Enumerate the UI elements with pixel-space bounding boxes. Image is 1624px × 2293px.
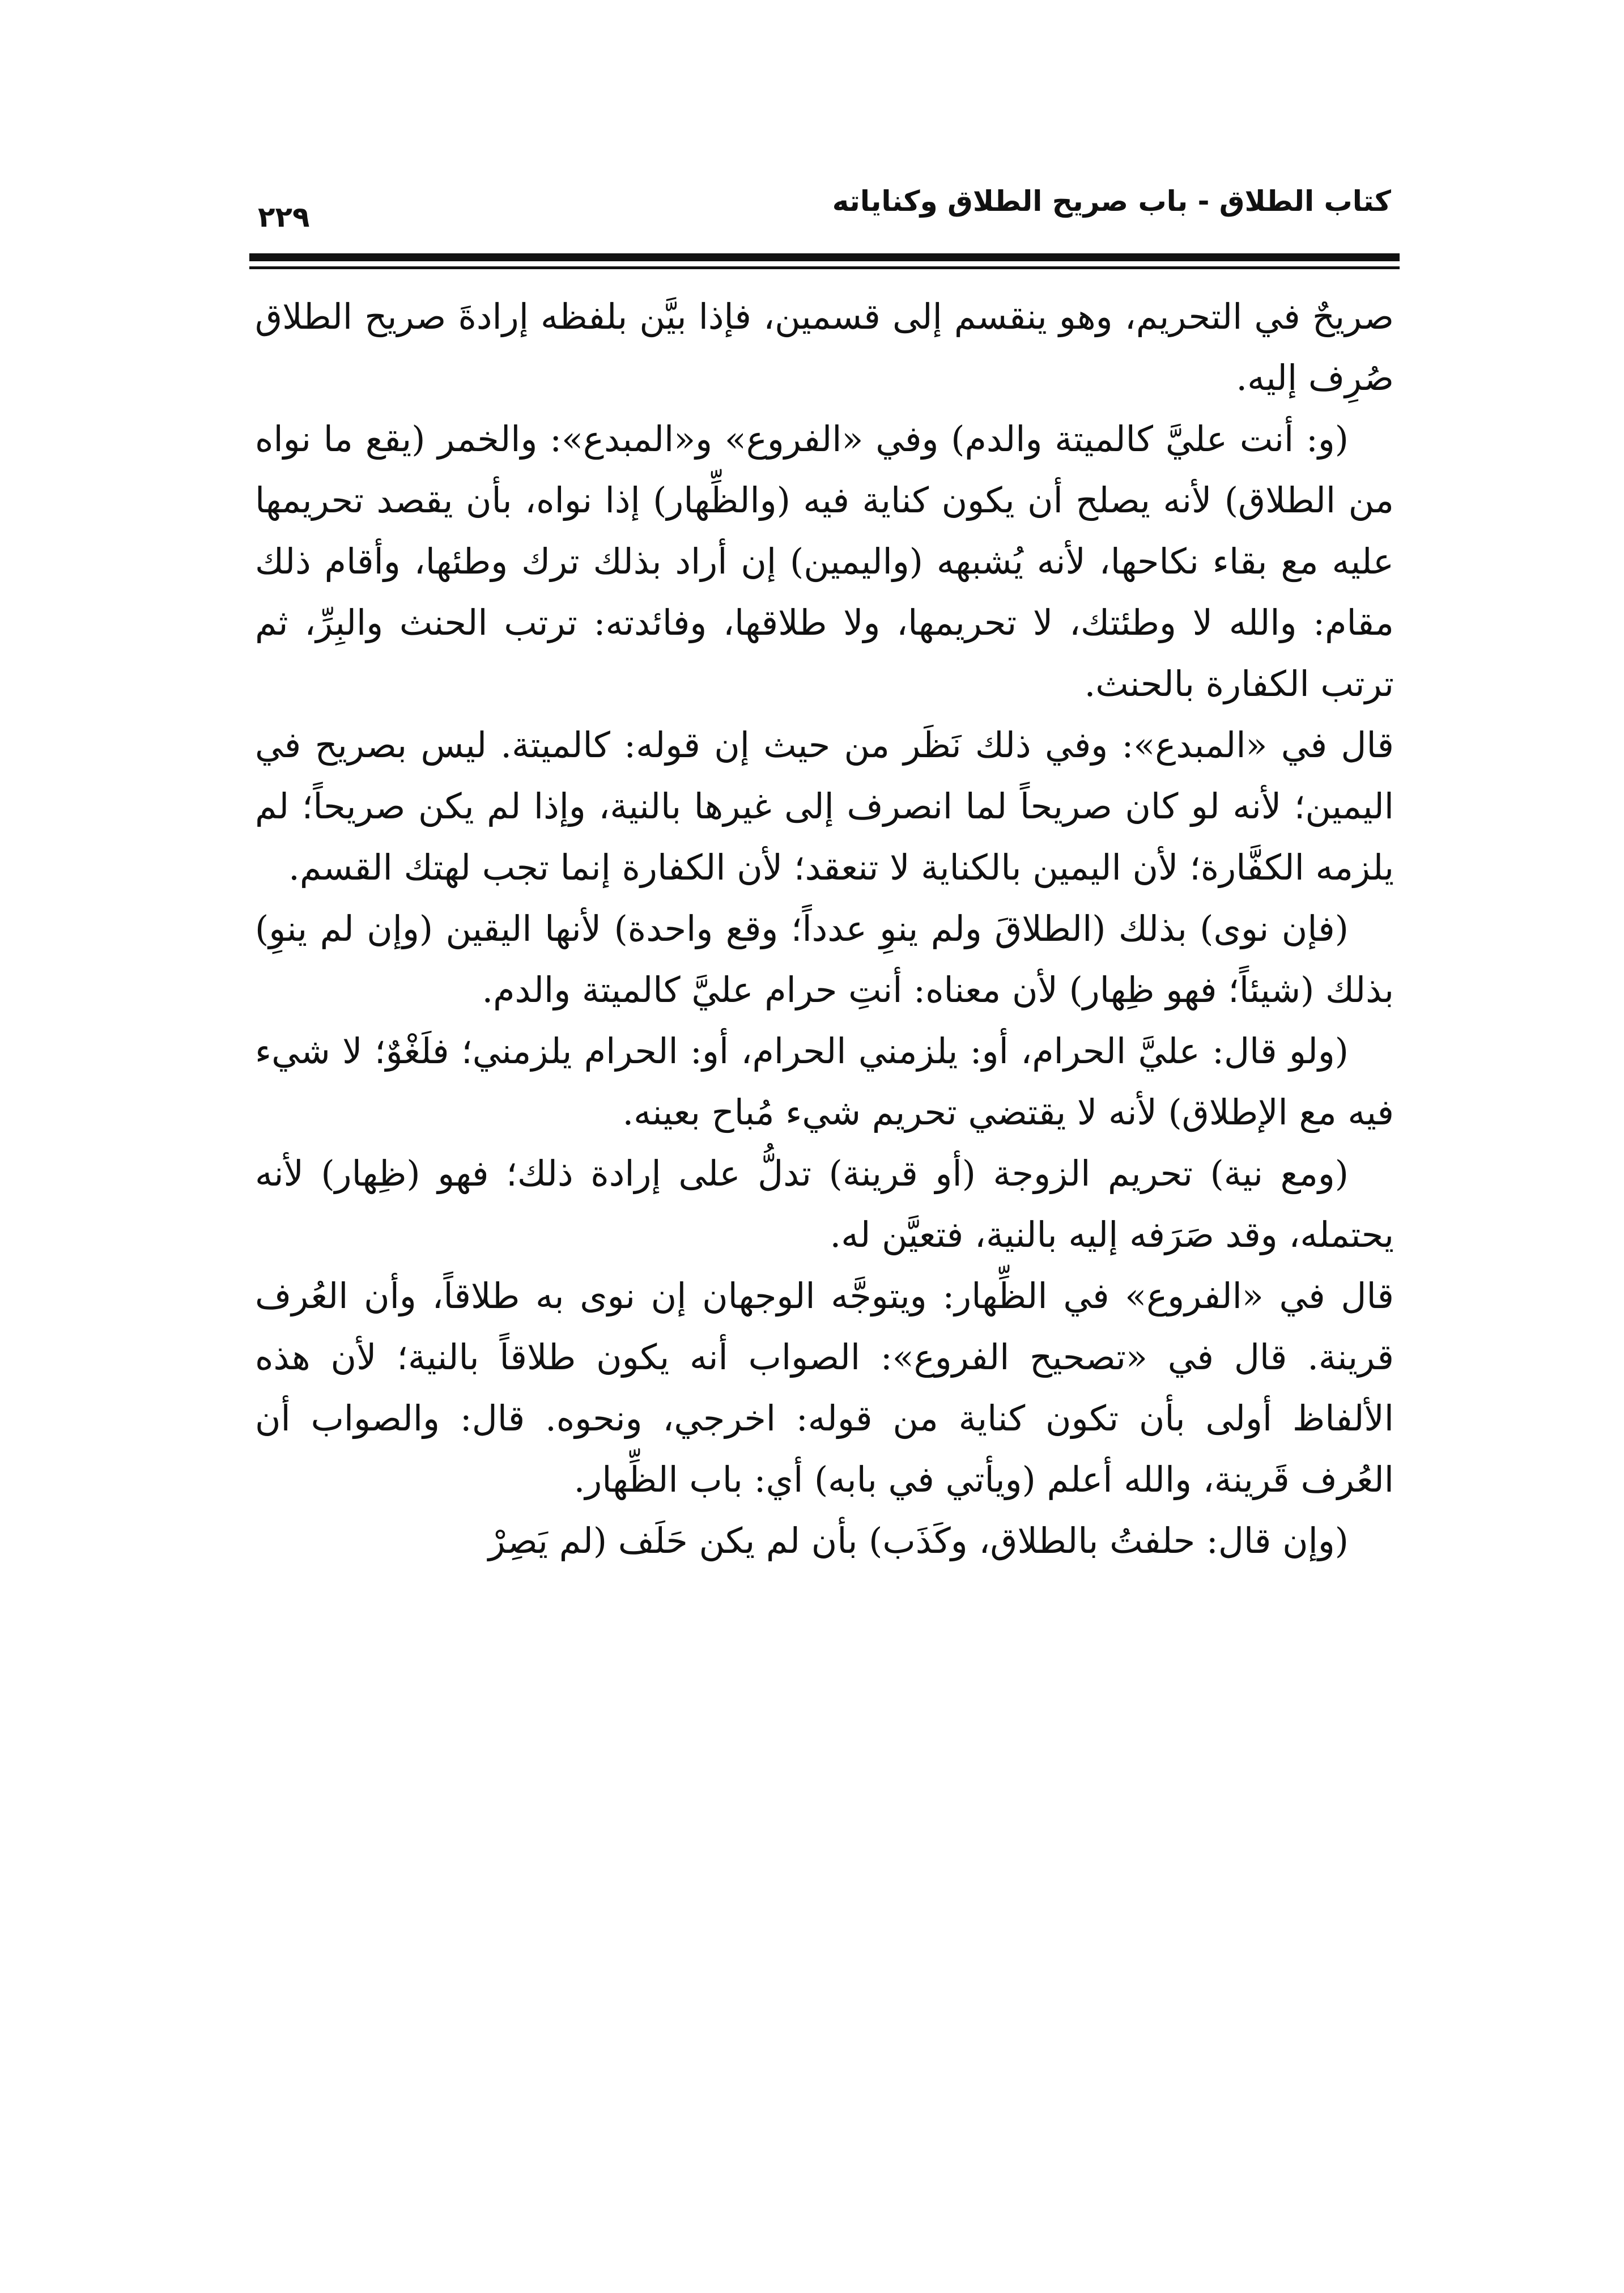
page-header [258,170,1391,255]
paragraph: (ومع نية) تحريم الزوجة (أو قرينة) تدلُّ على إرادة ذلك؛ فهو (ظِهار) لأنه يحتمله، وقد صَرَفه إليه بالنية، فتعيَّن له. [255,1153,1394,1255]
header-rule-thick [249,253,1400,261]
paragraph: (ولو قال: عليَّ الحرام، أو: يلزمني الحرام، أو: الحرام يلزمني؛ فلَغْوٌ؛ لا شيء فيه مع الإطلاق) لأنه لا يقتضي تحريم شيء مُباح بعينه. [255,1030,1394,1133]
header-rule-thin [249,266,1400,269]
paragraph: (فإن نوى) بذلك (الطلاقَ ولم ينوِ عدداً؛ وقع واحدة) لأنها اليقين (وإن لم ينوِ) بذلك (شيئاً؛ فهو ظِهار) لأن معناه: أنتِ حرام عليَّ كالميتة والدم. [255,908,1394,1010]
paragraph: (وإن قال: حلفتُ بالطلاق، وكَذَب) بأن لم يكن حَلَف (لم يَصِرْ [488,1520,1349,1561]
paragraph: (و: أنت عليَّ كالميتة والدم) وفي «الفروع» و«المبدع»: والخمر (يقع ما نواه من الطلاق) لأنه يصلح أن يكون كناية فيه (والظِّهار) إذا نواه، بأن يقصد تحريمها عليه مع بقاء نكاحها، لأنه يُشبهه (واليمين) إن أراد بذلك ترك وطئها، وأقام ذلك مقام: والله لا وطئتك، لا تحريمها، ولا طلاقها، وفائدته: ترتب الحنث والبِرِّ، ثم ترتب الكفارة بالحنث. [255,418,1394,704]
body-text [255,286,1394,1572]
running-header-title: كتاب الطلاق - باب صريح الطلاق وكناياته [832,185,1391,218]
paragraph: صريحٌ في التحريم، وهو ينقسم إلى قسمين، فإذا بيَّن بلفظه إرادةَ صريح الطلاق صُرِف إليه. [255,296,1394,398]
paragraph: قال في «المبدع»: وفي ذلك نَظَر من حيث إن قوله: كالميتة. ليس بصريح في اليمين؛ لأنه لو كان صريحاً لما انصرف إلى غيرها بالنية، وإذا لم يكن صريحاً؛ لم يلزمه الكفَّارة؛ لأن اليمين بالكناية لا تنعقد؛ لأن الكفارة إنما تجب لهتك القسم. [255,724,1395,888]
page-number: ٢٢٩ [258,201,310,233]
paragraph: قال في «الفروع» في الظِّهار: ويتوجَّه الوجهان إن نوى به طلاقاً، وأن العُرف قرينة. قال في «تصحيح الفروع»: الصواب أنه يكون طلاقاً بالنية؛ لأن هذه الألفاظ أولى بأن تكون كناية من قوله: اخرجي، ونحوه. قال: والصواب أن العُرف قَرينة، والله أعلم (ويأتي في بابه) أي: باب الظِّهار. [255,1275,1394,1500]
